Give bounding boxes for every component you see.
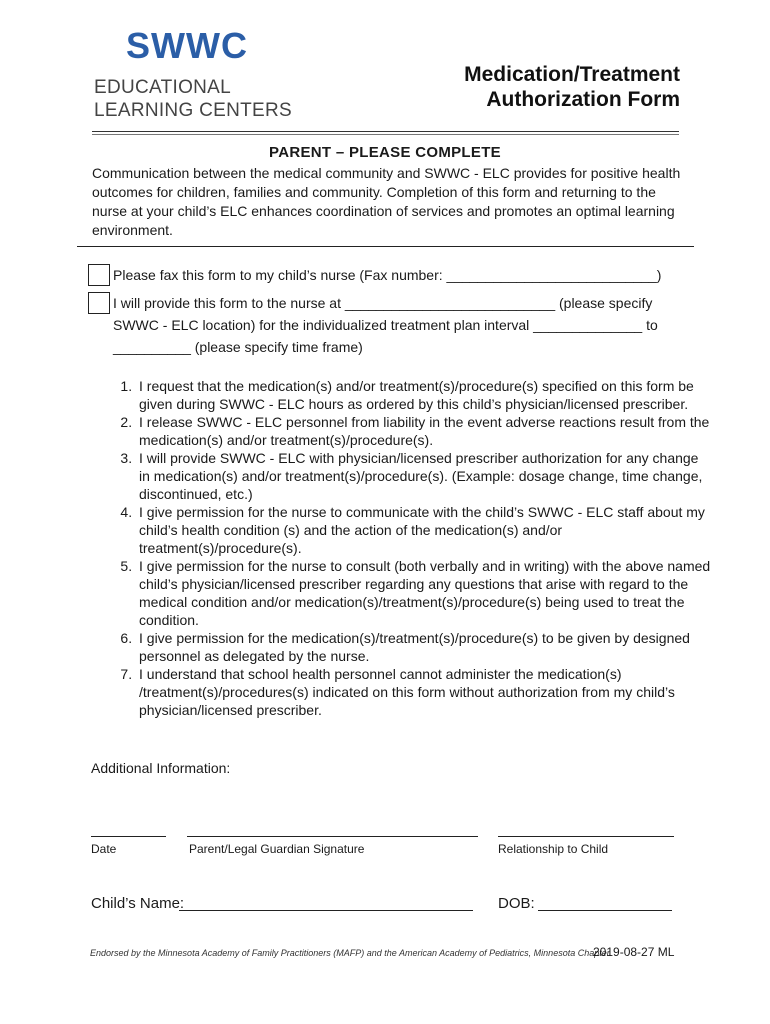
additional-info-label: Additional Information: bbox=[91, 760, 231, 776]
authorization-list bbox=[112, 377, 711, 719]
list-item: 7. I understand that school health personnel cannot administer the medication(s) /treatment(s)/procedures(s) indicated on this form without authorization from my child’s physician/licensed prescriber. bbox=[136, 665, 711, 719]
section-divider bbox=[77, 246, 694, 247]
provide-option-line2: SWWC - ELC location) for the individualized treatment plan interval ______________ to bbox=[113, 317, 658, 333]
form-title-line2: Authorization Form bbox=[486, 88, 680, 111]
date-label: Date bbox=[91, 842, 117, 856]
section-heading: PARENT – PLEASE COMPLETE bbox=[269, 144, 501, 161]
logo-subtitle-line1: EDUCATIONAL bbox=[94, 77, 232, 98]
guardian-signature-line[interactable] bbox=[187, 836, 478, 837]
list-item: 1. I request that the medication(s) and/or treatment(s)/procedure(s) specified on this form be given during SWWC - ELC hours as ordered by this child’s physician/licensed prescriber. bbox=[136, 377, 711, 413]
dob-label: DOB: bbox=[498, 895, 535, 912]
endorsement-footer: Endorsed by the Minnesota Academy of Family Practitioners (MAFP) and the American Academy of Pediatrics, Minnesota Chapter. bbox=[90, 948, 612, 958]
header-divider bbox=[92, 131, 679, 132]
fax-option-text: Please fax this form to my child’s nurse (Fax number: ___________________________) bbox=[113, 267, 662, 283]
logo-subtitle-line2: LEARNING CENTERS bbox=[94, 100, 293, 121]
date-line[interactable] bbox=[91, 836, 166, 837]
swwc-logo: SWWC bbox=[126, 25, 248, 66]
child-name-line[interactable] bbox=[179, 910, 473, 911]
provide-option-line1: I will provide this form to the nurse at ___________________________ (please specify bbox=[113, 295, 653, 311]
fax-checkbox[interactable] bbox=[88, 264, 110, 286]
provide-option-line3: __________ (please specify time frame) bbox=[113, 339, 363, 355]
form-title-line1: Medication/Treatment bbox=[464, 63, 680, 86]
list-item: 5. I give permission for the nurse to consult (both verbally and in writing) with the above named child’s physician/licensed prescriber regarding any questions that arise with regard to the medical condition and/or medication(s)/treatment(s)/procedure(s) being used to treat the condition. bbox=[136, 557, 711, 629]
intro-paragraph: Communication between the medical community and SWWC - ELC provides for positive health outcomes for children, families and community. Completion of this form and returning to the nurse at your child’s ELC enhances coordination of services and promotes an optimal learning environment. bbox=[92, 165, 681, 238]
guardian-signature-label: Parent/Legal Guardian Signature bbox=[189, 842, 365, 856]
form-version: 2019-08-27 ML bbox=[593, 945, 675, 959]
relationship-line[interactable] bbox=[498, 836, 674, 837]
list-item: 2. I release SWWC - ELC personnel from liability in the event adverse reactions result from the medication(s) and/or treatment(s)/procedure(s). bbox=[136, 413, 711, 449]
child-name-label: Child’s Name: bbox=[91, 895, 185, 912]
list-item: 4. I give permission for the nurse to communicate with the child’s SWWC - ELC staff about my child’s health condition (s) and the action of the medication(s) and/or treatment(s)/procedure(s). bbox=[136, 503, 711, 557]
list-item: 6. I give permission for the medication(s)/treatment(s)/procedure(s) to be given by designed personnel as delegated by the nurse. bbox=[136, 629, 711, 665]
header-divider-thin bbox=[92, 134, 679, 135]
list-item: 3. I will provide SWWC - ELC with physician/licensed prescriber authorization for any change in medication(s) and/or treatment(s)/procedure(s). (Example: dosage change, time change, discontinued, etc.) bbox=[136, 449, 711, 503]
relationship-label: Relationship to Child bbox=[498, 842, 609, 856]
dob-line[interactable] bbox=[538, 910, 672, 911]
provide-checkbox[interactable] bbox=[88, 292, 110, 314]
